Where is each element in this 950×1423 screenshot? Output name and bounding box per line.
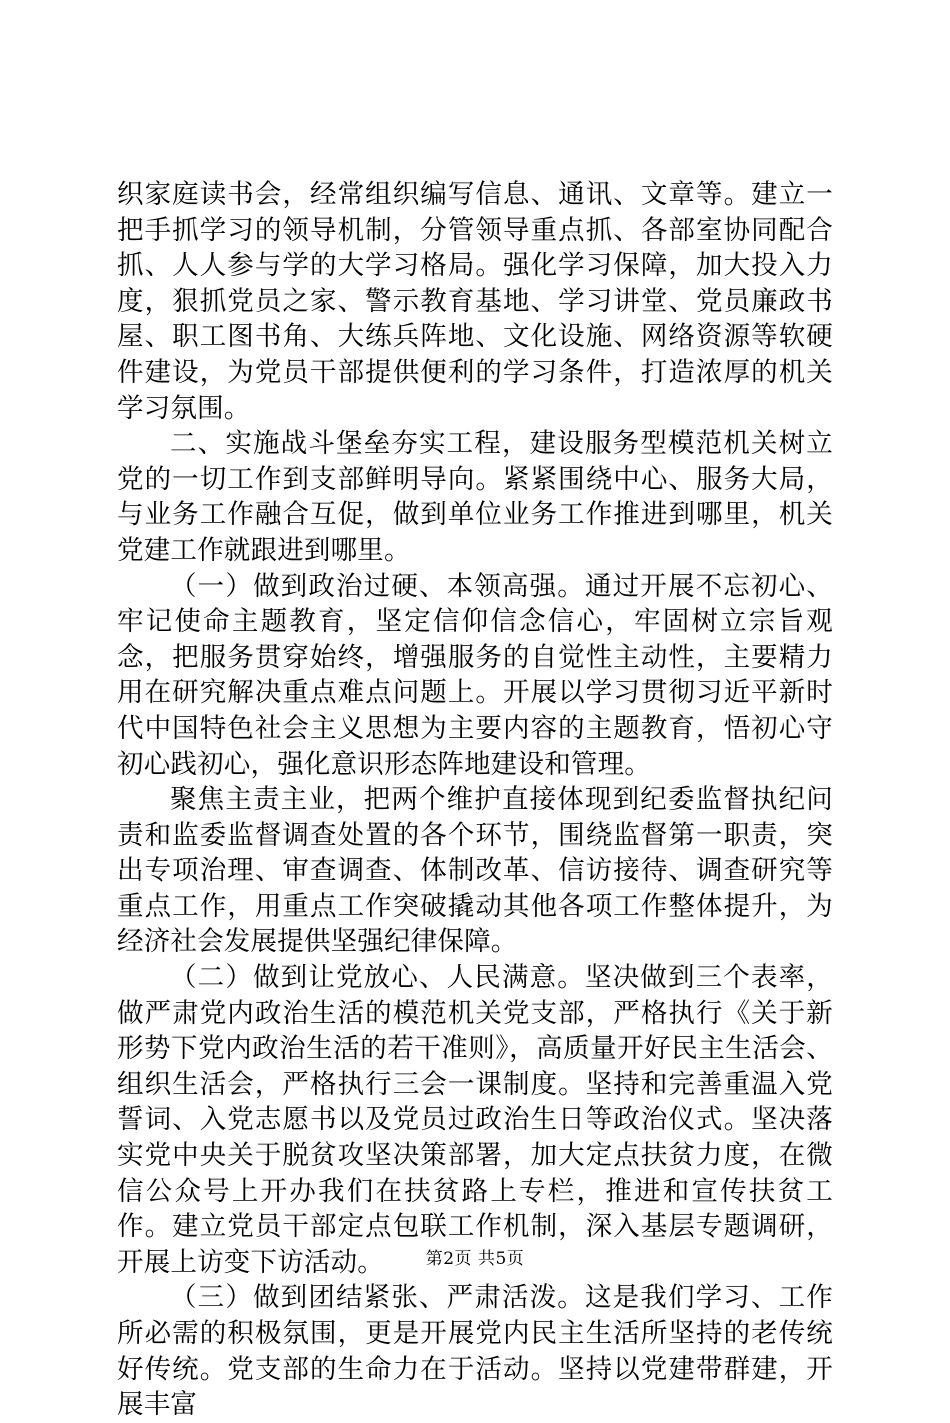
paragraph-focus-duties: 聚焦主责主业，把两个维护直接体现到纪委监督执纪问责和监委监督调查处置的各个环节，围绕监督第一职责，突出专项治理、审查调查、体制改革、信访接待、调查研究等重点工作，用重点工作突破撬动其他各项工作整体提升，为经济社会发展提供坚强纪律保障。: [117, 784, 833, 958]
paragraph-item-one: （一）做到政治过硬、本领高强。通过开展不忘初心、牢记使命主题教育，坚定信仰信念信心，牢固树立宗旨观念，把服务贯穿始终，增强服务的自觉性主动性，主要精力用在研究解决重点难点问题上。开展以学习贯彻习近平新时代中国特色社会主义思想为主要内容的主题教育，悟初心守初心践初心，强化意识形态阵地建设和管理。: [117, 570, 833, 780]
document-body: [117, 177, 833, 1423]
paragraph-continued: 织家庭读书会，经常组织编写信息、通讯、文章等。建立一把手抓学习的领导机制，分管领导重点抓、各部室协同配合抓、人人参与学的大学习格局。强化学习保障，加大投入力度，狠抓党员之家、警示教育基地、学习讲堂、党员廉政书屋、职工图书角、大练兵阵地、文化设施、网络资源等软硬件建设，为党员干部提供便利的学习条件，打造浓厚的机关学习氛围。: [117, 179, 833, 424]
page-number-footer: 第2页 共5页: [425, 1249, 525, 1269]
paragraph-item-three: （三）做到团结紧张、严肃活泼。这是我们学习、工作所必需的积极氛围，更是开展党内民主生活所坚持的老传统好传统。党支部的生命力在于活动。坚持以党建带群建，开展丰富: [117, 1282, 833, 1421]
paragraph-section-two: 二、实施战斗堡垒夯实工程，建设服务型模范机关树立党的一切工作到支部鲜明导向。紧紧围绕中心、服务大局，与业务工作融合互促，做到单位业务工作推进到哪里，机关党建工作就跟进到哪里。: [117, 428, 833, 566]
paragraph-item-two: （二）做到让党放心、人民满意。坚决做到三个表率，做严肃党内政治生活的模范机关党支部，严格执行《关于新形势下党内政治生活的若干准则》，高质量开好民主生活会、组织生活会，严格执行三会一课制度。坚持和完善重温入党誓词、入党志愿书以及党员过政治生日等政治仪式。坚决落实党中央关于脱贫攻坚决策部署，加大定点扶贫力度，在微信公众号上开办我们在扶贫路上专栏，推进和宣传扶贫工作。建立党员干部定点包联工作机制，深入基层专题调研，开展上访变下访活动。: [117, 962, 833, 1278]
